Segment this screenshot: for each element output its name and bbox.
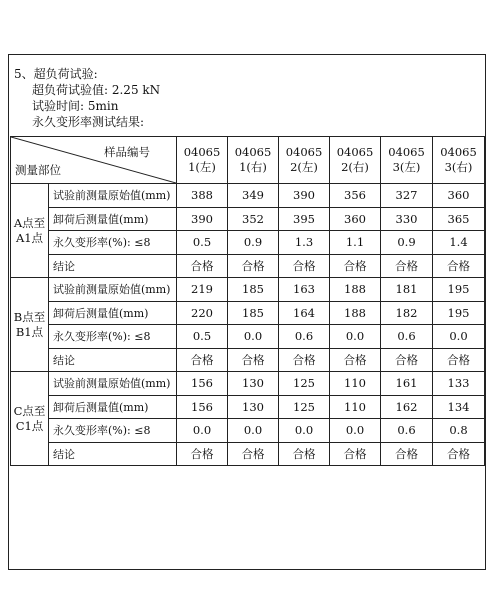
table-corner-header xyxy=(11,137,177,184)
table-cell: 110 xyxy=(330,372,381,396)
measurement-position-label: 测量部位 xyxy=(15,163,61,177)
row-label: 试验前测量原始值(mm) xyxy=(49,278,177,302)
table-row xyxy=(11,325,485,349)
table-row xyxy=(11,442,485,466)
sample-side: 3(右) xyxy=(444,160,473,174)
table-cell: 182 xyxy=(381,301,433,325)
point-start: A点至 xyxy=(13,215,46,230)
sample-side: 1(左) xyxy=(188,160,216,174)
table-cell: 0.5 xyxy=(177,231,228,255)
table-cell: 365 xyxy=(433,207,485,231)
table-cell: 130 xyxy=(228,372,279,396)
table-row xyxy=(11,207,485,231)
table-header-row xyxy=(11,137,485,184)
point-start: C点至 xyxy=(13,403,46,418)
table-row xyxy=(11,301,485,325)
table-cell: 合格 xyxy=(177,348,228,372)
sample-id: 04065 xyxy=(336,145,374,159)
table-row xyxy=(11,278,485,302)
table-cell: 156 xyxy=(177,372,228,396)
table-cell: 110 xyxy=(330,395,381,419)
table-cell: 0.6 xyxy=(381,419,433,443)
table-cell: 合格 xyxy=(279,442,330,466)
table-cell: 0.0 xyxy=(433,325,485,349)
table-cell: 0.8 xyxy=(433,419,485,443)
table-cell: 164 xyxy=(279,301,330,325)
table-cell: 130 xyxy=(228,395,279,419)
section-title: 5、超负荷试验: xyxy=(14,67,98,81)
table-cell: 1.4 xyxy=(433,231,485,255)
sample-side: 1(右) xyxy=(239,160,267,174)
table-cell: 156 xyxy=(177,395,228,419)
table-row xyxy=(11,395,485,419)
sample-header xyxy=(330,137,381,184)
table-cell: 合格 xyxy=(177,442,228,466)
table-row xyxy=(11,184,485,208)
table-cell: 352 xyxy=(228,207,279,231)
table-cell: 327 xyxy=(381,184,433,208)
table-cell: 0.6 xyxy=(381,325,433,349)
table-cell: 0.0 xyxy=(228,325,279,349)
table-cell: 合格 xyxy=(330,254,381,278)
table-cell: 1.1 xyxy=(330,231,381,255)
table-cell: 合格 xyxy=(433,442,485,466)
row-label: 结论 xyxy=(49,254,177,278)
table-cell: 220 xyxy=(177,301,228,325)
row-label: 试验前测量原始值(mm) xyxy=(49,184,177,208)
table-cell: 合格 xyxy=(330,442,381,466)
sample-header xyxy=(381,137,433,184)
table-cell: 125 xyxy=(279,372,330,396)
table-cell: 390 xyxy=(279,184,330,208)
table-cell: 0.0 xyxy=(279,419,330,443)
test-duration: 试验时间: 5min xyxy=(32,99,119,113)
row-label: 卸荷后测量值(mm) xyxy=(49,207,177,231)
table-cell: 1.3 xyxy=(279,231,330,255)
overload-value: 超负荷试验值: 2.25 kN xyxy=(32,83,161,97)
table-cell: 0.5 xyxy=(177,325,228,349)
table-cell: 0.9 xyxy=(228,231,279,255)
measurement-point xyxy=(11,278,49,372)
table-cell: 360 xyxy=(330,207,381,231)
table-cell: 合格 xyxy=(433,348,485,372)
point-end: B1点 xyxy=(15,324,44,339)
results-heading: 永久变形率测试结果: xyxy=(32,115,145,129)
table-cell: 合格 xyxy=(381,254,433,278)
table-cell: 360 xyxy=(433,184,485,208)
table-cell: 0.0 xyxy=(228,419,279,443)
row-label: 卸荷后测量值(mm) xyxy=(49,301,177,325)
table-cell: 134 xyxy=(433,395,485,419)
sample-id: 04065 xyxy=(234,145,272,159)
point-start: B点至 xyxy=(13,309,46,324)
row-label: 永久变形率(%): ≤8 xyxy=(49,325,177,349)
point-end: A1点 xyxy=(15,230,44,245)
sample-side: 2(右) xyxy=(341,160,369,174)
table-cell: 合格 xyxy=(228,348,279,372)
sample-id: 04065 xyxy=(285,145,323,159)
table-row xyxy=(11,231,485,255)
table-cell: 185 xyxy=(228,301,279,325)
table-cell: 185 xyxy=(228,278,279,302)
row-label: 永久变形率(%): ≤8 xyxy=(49,231,177,255)
table-cell: 合格 xyxy=(381,348,433,372)
sample-number-label: 样品编号 xyxy=(104,145,150,159)
table-cell: 合格 xyxy=(330,348,381,372)
table-cell: 219 xyxy=(177,278,228,302)
table-row xyxy=(11,372,485,396)
sample-id: 04065 xyxy=(183,145,221,159)
table-cell: 161 xyxy=(381,372,433,396)
table-cell: 合格 xyxy=(279,254,330,278)
table-cell: 0.0 xyxy=(330,419,381,443)
table-cell: 0.9 xyxy=(381,231,433,255)
sample-header xyxy=(177,137,228,184)
table-cell: 合格 xyxy=(433,254,485,278)
table-cell: 349 xyxy=(228,184,279,208)
row-label: 结论 xyxy=(49,442,177,466)
table-row xyxy=(11,419,485,443)
point-end: C1点 xyxy=(15,418,44,433)
row-label: 试验前测量原始值(mm) xyxy=(49,372,177,396)
table-cell: 195 xyxy=(433,278,485,302)
table-cell: 0.0 xyxy=(330,325,381,349)
sample-id: 04065 xyxy=(440,145,477,159)
table-cell: 133 xyxy=(433,372,485,396)
table-cell: 188 xyxy=(330,301,381,325)
sample-id: 04065 xyxy=(388,145,425,159)
table-cell: 356 xyxy=(330,184,381,208)
table-cell: 0.6 xyxy=(279,325,330,349)
table-cell: 195 xyxy=(433,301,485,325)
table-cell: 合格 xyxy=(177,254,228,278)
row-label: 卸荷后测量值(mm) xyxy=(49,395,177,419)
table-cell: 合格 xyxy=(228,254,279,278)
table-cell: 合格 xyxy=(381,442,433,466)
sample-header xyxy=(433,137,485,184)
table-cell: 390 xyxy=(177,207,228,231)
table-cell: 181 xyxy=(381,278,433,302)
table-cell: 0.0 xyxy=(177,419,228,443)
table-cell: 395 xyxy=(279,207,330,231)
table-row xyxy=(11,348,485,372)
sample-side: 2(左) xyxy=(290,160,318,174)
deformation-results-table xyxy=(10,136,485,466)
row-label: 结论 xyxy=(49,348,177,372)
measurement-point xyxy=(11,372,49,466)
row-label: 永久变形率(%): ≤8 xyxy=(49,419,177,443)
table-cell: 330 xyxy=(381,207,433,231)
table-cell: 188 xyxy=(330,278,381,302)
sample-side: 3(左) xyxy=(392,160,421,174)
table-cell: 125 xyxy=(279,395,330,419)
table-cell: 合格 xyxy=(279,348,330,372)
sample-header xyxy=(228,137,279,184)
table-cell: 388 xyxy=(177,184,228,208)
test-section xyxy=(14,66,160,130)
sample-header xyxy=(279,137,330,184)
table-cell: 162 xyxy=(381,395,433,419)
table-cell: 合格 xyxy=(228,442,279,466)
table-cell: 163 xyxy=(279,278,330,302)
table-row xyxy=(11,254,485,278)
measurement-point xyxy=(11,184,49,278)
